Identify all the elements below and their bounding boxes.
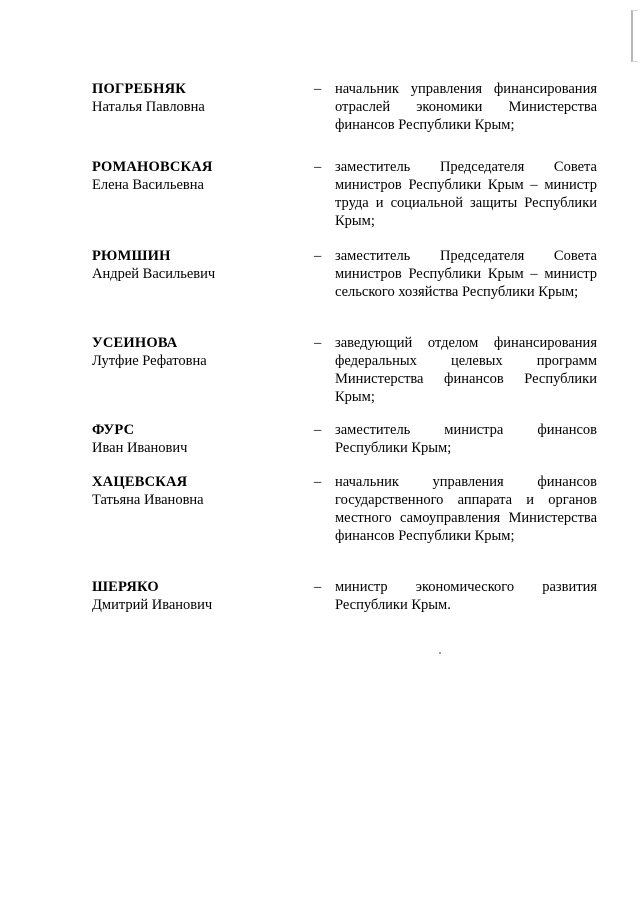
member-given-names: Лутфие Рефатовна: [92, 353, 207, 369]
separator-dash: –: [314, 159, 322, 175]
separator-dash: –: [314, 335, 322, 351]
member-given-names: Елена Васильевна: [92, 177, 204, 193]
member-surname: РОМАНОВСКАЯ: [92, 159, 213, 175]
member-given-names: Андрей Васильевич: [92, 266, 216, 282]
member-person: [92, 80, 302, 116]
member-surname: ШЕРЯКО: [92, 579, 159, 595]
member-person: [92, 421, 302, 457]
member-person: [92, 334, 302, 370]
member-person: [92, 578, 302, 614]
member-position: начальник управления финансирования отраслей экономики Министерства финансов Республики Крым;: [335, 81, 597, 133]
separator-dash: –: [314, 248, 322, 264]
member-surname: УСЕИНОВА: [92, 335, 178, 351]
scan-speck: [439, 652, 441, 654]
member-surname: ФУРС: [92, 422, 135, 438]
member-surname: ПОГРЕБНЯК: [92, 81, 186, 97]
separator-dash: –: [314, 81, 322, 97]
member-surname: РЮМШИН: [92, 248, 171, 264]
member-position: заведующий отделом финансирования федеральных целевых программ Министерства финансов Республики Крым;: [335, 335, 597, 405]
member-given-names: Наталья Павловна: [92, 99, 205, 115]
member-surname: ХАЦЕВСКАЯ: [92, 474, 188, 490]
scan-edge-mark: [631, 10, 638, 62]
member-position: заместитель Председателя Совета министров Республики Крым – министр труда и социальной защиты Республики Крым;: [335, 159, 597, 229]
member-given-names: Иван Иванович: [92, 440, 188, 456]
member-position: заместитель Председателя Совета министров Республики Крым – министр сельского хозяйства Республики Крым;: [335, 248, 597, 300]
member-given-names: Татьяна Ивановна: [92, 492, 204, 508]
member-given-names: Дмитрий Иванович: [92, 597, 213, 613]
member-position: начальник управления финансов государственного аппарата и органов местного самоуправления Министерства финансов Республики Крым;: [335, 474, 597, 544]
separator-dash: –: [314, 579, 322, 595]
member-person: [92, 247, 302, 283]
separator-dash: –: [314, 474, 322, 490]
member-person: [92, 158, 302, 194]
separator-dash: –: [314, 422, 322, 438]
member-position: министр экономического развития Республики Крым.: [335, 579, 597, 613]
member-position: заместитель министра финансов Республики Крым;: [335, 422, 597, 456]
member-person: [92, 473, 302, 509]
